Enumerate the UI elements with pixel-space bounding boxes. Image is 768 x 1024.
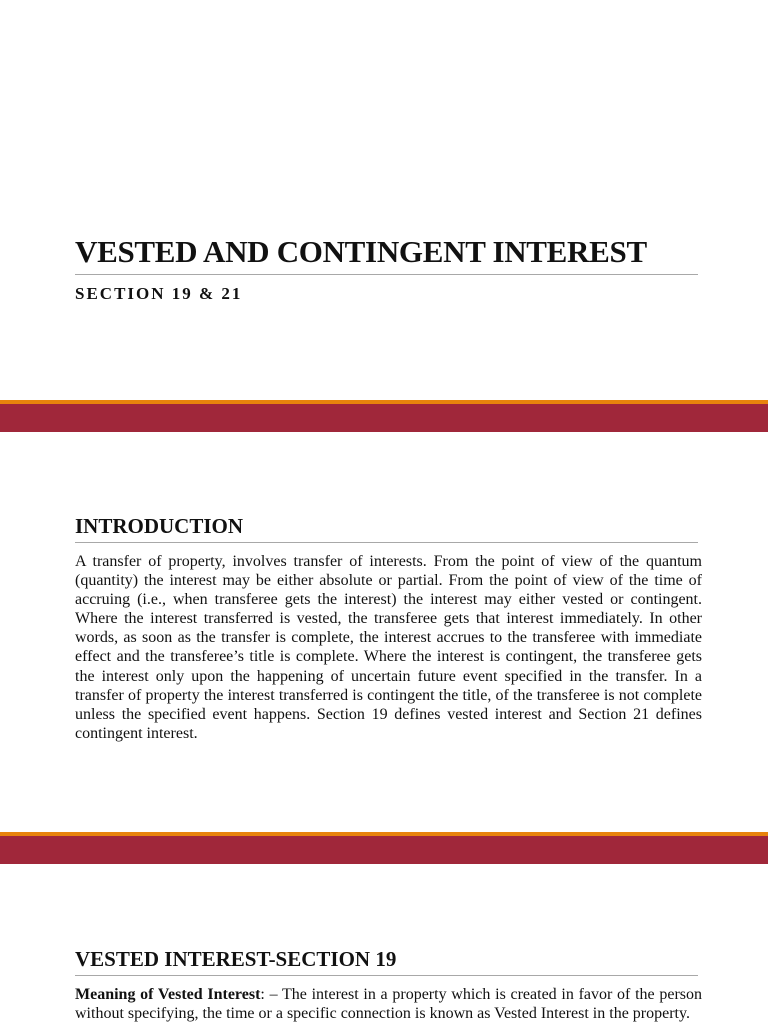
separator-red-stripe bbox=[0, 404, 768, 432]
introduction-paragraph: A transfer of property, involves transfer of interests. From the point of view of the quantum (quantity) the interest may be either absolute or partial. From the point of view of the time of accruing (i.e., when transferee gets the interest) the interest may either vested or contingent. Where the interest transferred is vested, the transferee gets that interest immediately. In other words, as soon as the transfer is complete, the interest accrues to the transferee with immediate effect and the transferee’s title is complete. Where the interest is contingent, the transferee gets the interest only upon the happening of uncertain future event specified in the transfer. In a transfer of property the interest transferred is contingent the title, of the transferee is not complete unless the specified event happens. Section 19 defines vested interest and Section 21 defines contingent interest. bbox=[75, 553, 702, 742]
separator-red-stripe bbox=[0, 836, 768, 864]
slide-separator-band bbox=[0, 400, 768, 432]
document-subtitle: SECTION 19 & 21 bbox=[75, 284, 243, 303]
meaning-text: : – The interest in a property which is created in favor of the person without specifying, the time or a specific connection is known as Vested Interest in the property. bbox=[75, 986, 703, 1023]
vested-interest-paragraph bbox=[75, 985, 702, 1023]
vested-interest-divider bbox=[75, 975, 698, 976]
title-divider bbox=[75, 274, 698, 275]
vested-interest-heading: VESTED INTEREST-SECTION 19 bbox=[75, 947, 397, 971]
slide-separator-band bbox=[0, 832, 768, 864]
introduction-heading: INTRODUCTION bbox=[75, 514, 244, 538]
introduction-divider bbox=[75, 542, 698, 543]
meaning-label: Meaning of Vested Interest bbox=[75, 986, 261, 1003]
document-title: VESTED AND CONTINGENT INTEREST bbox=[75, 234, 647, 269]
